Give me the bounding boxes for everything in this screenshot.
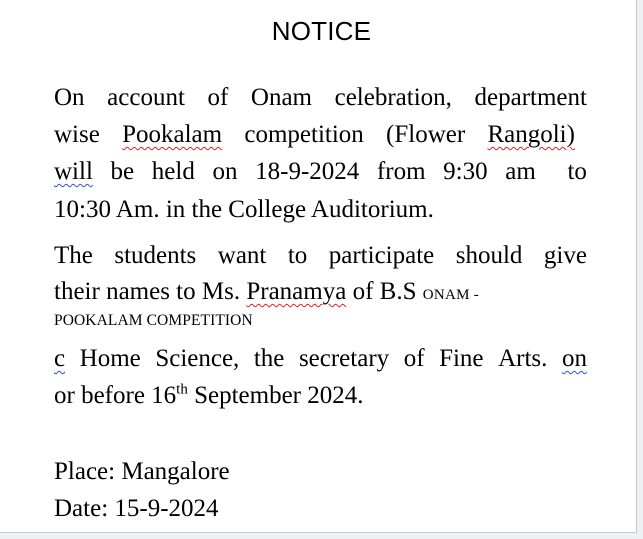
place-line: Place: Mangalore [54,458,230,485]
spellcheck-word[interactable]: Rangoli) [487,121,575,148]
inline-caps-heading: ONAM - [422,287,480,303]
page-gutter-bottom [0,533,643,539]
date-line: Date: 15-9-2024 [54,495,219,522]
page-gutter-right [637,0,643,539]
para1-line2: wise Pookalam competition (Flower Rangoli) [54,120,587,150]
notice-title: NOTICE [271,16,372,46]
spellcheck-word[interactable]: Pranamya [246,278,347,305]
para2-line4: or before 16th September 2024. [54,381,364,409]
para1-line4: 10:30 Am. in the College Auditorium. [54,196,434,223]
spellcheck-word[interactable]: Pookalam [122,121,223,148]
grammar-check-word[interactable]: will [54,158,93,185]
ordinal-suffix: th [176,381,188,398]
para2-line2: their names to Ms. Pranamya of B.S ONAM - [54,278,480,305]
para2-line1: The students want to participate should give [54,242,587,269]
grammar-check-word[interactable]: on [561,345,587,372]
grammar-check-word[interactable]: c [54,345,66,372]
para2-line3: c Home Science, the secretary of Fine Arts. on [54,345,587,372]
caps-heading-line: POOKALAM COMPETITION [54,312,253,329]
para1-line3: will be held on 18-9-2024 from 9:30 am to [54,158,587,185]
para1-line1: On account of Onam celebration, department [54,84,587,111]
